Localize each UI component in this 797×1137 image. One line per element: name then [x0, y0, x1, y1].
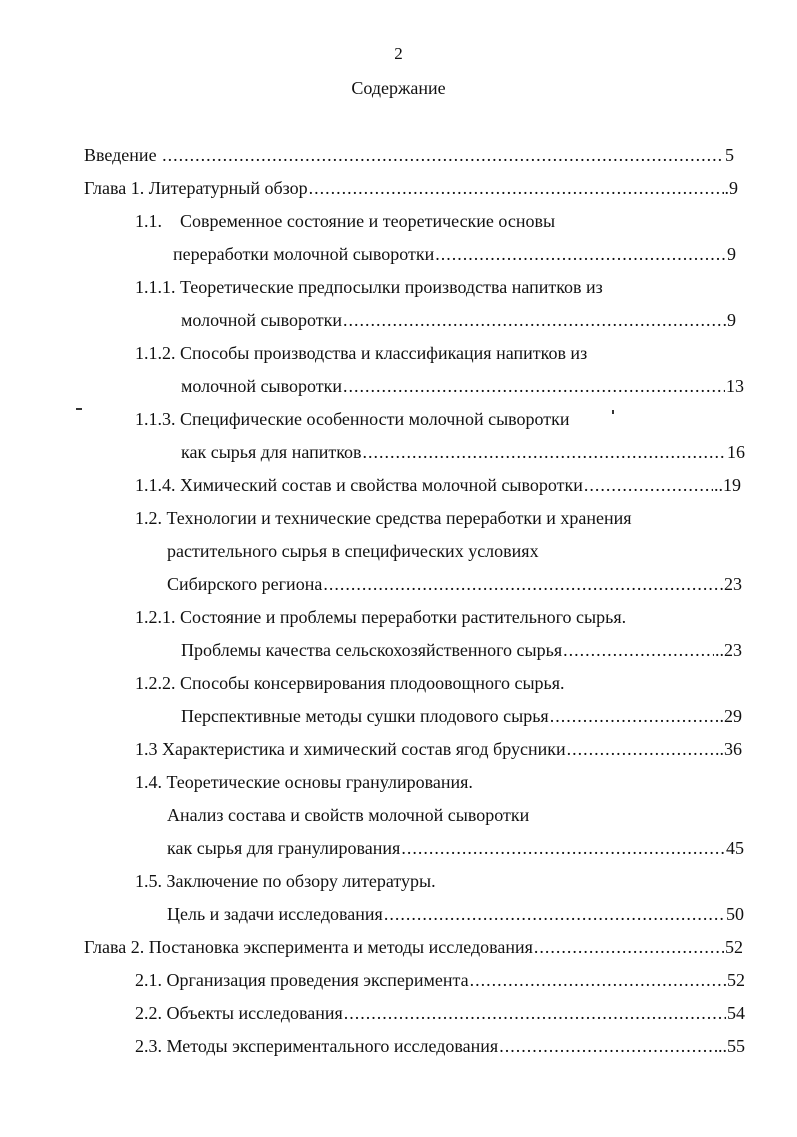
toc-entry-text: переработки молочной сыворотки	[173, 244, 435, 264]
toc-entry-text: Анализ состава и свойств молочной сыворотки	[167, 805, 530, 825]
toc-entry	[84, 177, 738, 199]
page-title: Содержание	[351, 78, 446, 98]
toc-entry-text: 1.3 Характеристика и химический состав ягод брусники	[135, 739, 566, 759]
toc-entry	[135, 276, 603, 298]
toc-leader	[470, 969, 726, 991]
toc-entry-page: ..23	[715, 640, 742, 660]
toc-entry-text: Сибирского региона	[167, 574, 323, 594]
toc-entry-text: Проблемы качества сельскохозяйственного сырья	[181, 640, 563, 660]
toc-entry	[167, 540, 539, 562]
toc-entry-page: 45	[726, 838, 744, 858]
toc-entry	[181, 309, 736, 331]
scan-speck	[76, 408, 82, 410]
toc-leader	[534, 936, 724, 958]
toc-entry-page: 16	[727, 442, 745, 462]
toc-entry-text: 1.1.1. Теоретические предпосылки производства напитков из	[135, 277, 603, 297]
toc-entry	[167, 837, 744, 859]
toc-entry-text: молочной сыворотки	[181, 310, 342, 330]
toc-entry	[135, 1002, 745, 1024]
toc-entry	[181, 639, 742, 661]
toc-entry	[84, 936, 743, 958]
toc-leader	[384, 903, 725, 925]
toc-entry-text: 2.3. Методы экспериментального исследования	[135, 1036, 499, 1056]
toc-leader	[162, 144, 724, 166]
toc-entry-text: 1.1. Современное состояние и теоретические основы	[135, 211, 556, 231]
toc-leader	[563, 639, 714, 661]
toc-entry	[135, 672, 565, 694]
toc-leader	[323, 573, 723, 595]
toc-entry-page: 52	[725, 937, 743, 957]
toc-entry-page: ..19	[714, 475, 741, 495]
toc-leader	[499, 1035, 717, 1057]
toc-leader	[550, 705, 719, 727]
toc-entry-text: молочной сыворотки	[181, 376, 342, 396]
scan-speck	[612, 410, 614, 414]
toc-entry-text: 1.4. Теоретические основы гранулирования.	[135, 772, 473, 792]
toc-entry-page: ..36	[715, 739, 742, 759]
toc-leader	[343, 375, 725, 397]
toc-entry	[135, 606, 626, 628]
toc-entry	[173, 243, 736, 265]
toc-entry-text: как сырья для напитков	[181, 442, 362, 462]
toc-entry-text: Введение	[84, 145, 162, 165]
toc-entry-page: 5	[725, 145, 734, 165]
toc-entry	[135, 507, 632, 529]
toc-entry-text: Цель и задачи исследования	[167, 904, 383, 924]
toc-entry-text: 1.2. Технологии и технические средства переработки и хранения	[135, 508, 632, 528]
toc-entry-page: 13	[726, 376, 744, 396]
toc-entry-text: Глава 2. Постановка эксперимента и методы исследования	[84, 937, 533, 957]
toc-leader	[343, 309, 726, 331]
toc-entry	[135, 969, 745, 991]
toc-entry-text: 2.1. Организация проведения эксперимента	[135, 970, 469, 990]
page-number: 2	[394, 44, 403, 63]
toc-entry-text: Глава 1. Литературный обзор	[84, 178, 308, 198]
toc-entry	[181, 705, 742, 727]
toc-entry-page: ..55	[718, 1036, 745, 1056]
toc-entry	[135, 1035, 745, 1057]
toc-entry	[181, 441, 745, 463]
toc-leader	[344, 1002, 726, 1024]
toc-leader	[435, 243, 726, 265]
toc-entry	[135, 870, 436, 892]
toc-entry	[181, 375, 744, 397]
toc-leader	[309, 177, 724, 199]
toc-entry-text: 1.2.1. Состояние и проблемы переработки растительного сырья.	[135, 607, 627, 627]
toc-entry-text: 1.2.2. Способы консервирования плодоовощного сырья.	[135, 673, 565, 693]
toc-entry-text: 1.1.3. Специфические особенности молочной сыворотки	[135, 409, 570, 429]
toc-entry-page: 52	[727, 970, 745, 990]
toc-leader	[567, 738, 714, 760]
toc-entry-page: 9	[727, 310, 736, 330]
toc-entry-page: 9	[727, 244, 736, 264]
toc-leader	[363, 441, 726, 463]
toc-entry	[84, 144, 734, 166]
toc-leader	[401, 837, 725, 859]
toc-entry	[167, 903, 744, 925]
toc-entry	[135, 210, 555, 232]
toc-entry	[167, 573, 742, 595]
toc-entry-page: .9	[724, 178, 738, 198]
toc-entry	[135, 342, 587, 364]
toc-entry	[135, 474, 741, 496]
toc-entry-page: .29	[719, 706, 742, 726]
toc-entry-text: 1.1.2. Способы производства и классификация напитков из	[135, 343, 588, 363]
toc-entry-page: 23	[724, 574, 742, 594]
toc-entry-text: 1.1.4. Химический состав и свойства молочной сыворотки	[135, 475, 583, 495]
toc-entry-text: 2.2. Объекты исследования	[135, 1003, 343, 1023]
toc-entry	[167, 804, 529, 826]
toc-entry-text: 1.5. Заключение по обзору литературы.	[135, 871, 436, 891]
toc-entry-text: Перспективные методы сушки плодового сырья	[181, 706, 549, 726]
toc-entry	[135, 408, 570, 430]
toc-entry-text: растительного сырья в специфических условиях	[167, 541, 539, 561]
toc-entry-page: 54	[727, 1003, 745, 1023]
toc-entry	[135, 738, 742, 760]
toc-leader	[584, 474, 713, 496]
toc-entry-text: как сырья для гранулирования	[167, 838, 401, 858]
toc-entry-page: 50	[726, 904, 744, 924]
toc-entry	[135, 771, 473, 793]
